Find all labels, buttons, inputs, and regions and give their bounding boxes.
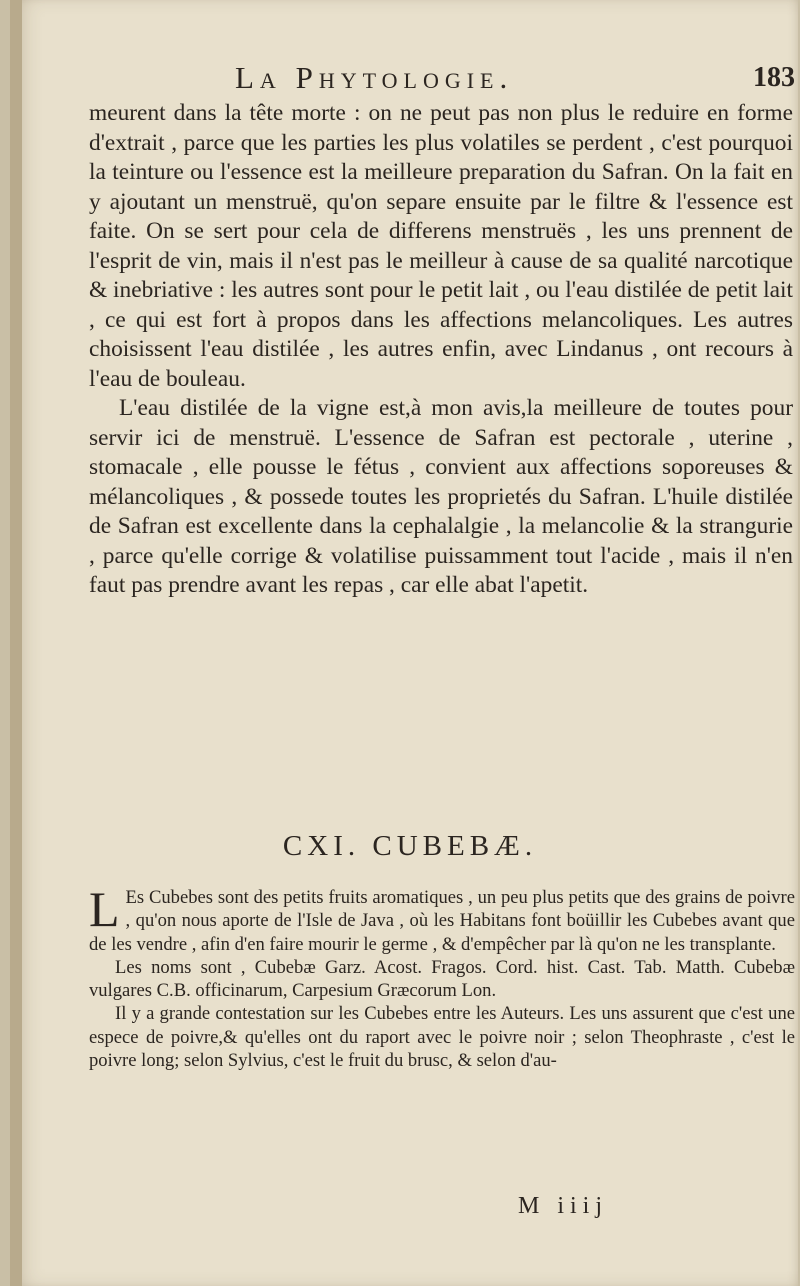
page-gutter <box>10 0 22 1286</box>
section-heading: CXI. CUBEBÆ. <box>282 830 538 862</box>
book-page <box>10 0 798 1286</box>
paragraph: Il y a grande contestation sur les Cubebes entre les Auteurs. Les uns assurent que c'est une espece de poivre,& qu'elles ont du raport avec le poivre noir ; selon Theophraste , c'est le poivre long; selon Sylvius, c'est le fruit du brusc, & selon d'au- <box>89 1003 795 1072</box>
paragraph: L'eau distilée de la vigne est,à mon avis,la meilleure de toutes pour servir ici de menstruë. L'essence de Safran est pectorale , uterine , stomacale , elle pousse le fétus , convient aux affections soporeuses & mélancoliques , & possede toutes les proprietés du Safran. L'huile distilée de Safran est excellente dans la cephalalgie , la melancolie & la strangurie , parce qu'elle corrige & volatilise puissamment tout l'acide , mais il n'en faut pas prendre avant les repas , car elle abat l'apetit. <box>89 395 793 598</box>
paragraph: Les noms sont , Cubebæ Garz. Acost. Fragos. Cord. hist. Cast. Tab. Matth. Cubebæ vulgares C.B. officinarum, Carpesium Græcorum Lon. <box>89 956 795 1002</box>
paragraph-text: Es Cubebes sont des petits fruits aromatiques , un peu plus petits que des grains de poivre , qu'on nous aporte de l'Isle de Java , où les Habitans font boüillir les Cubebes avant que de les vendre , afin d'en faire mourir le germe , & d'empêcher par là qu'on ne les transplante. <box>89 887 795 955</box>
signature-mark: M iiij <box>518 1193 609 1219</box>
running-title: La Phytologie. <box>235 60 514 95</box>
main-text <box>89 99 793 601</box>
paragraph <box>89 881 795 956</box>
paragraph: meurent dans la tête morte : on ne peut pas non plus le reduire en forme d'extrait , parce que les parties les plus volatiles se perdent , c'est pourquoi la teinture ou l'essence est la meilleure preparation du Safran. On la fait en y ajoutant un menstruë, qu'on separe ensuite par le filtre & l'essence est faite. On se sert pour cela de differens menstruës , les uns prennent de l'esprit de vin, mais il n'est pas le meilleur à cause de sa qualité narcotique & inebriative : les autres sont pour le petit lait , ou l'eau distilée de petit lait , ce qui est fort à propos dans les affections melancoliques. Les autres choisissent l'eau distilée , les autres enfin, avec Lindanus , ont recours à l'eau de bouleau. <box>89 100 793 392</box>
page-number: 183 <box>753 62 795 93</box>
running-header <box>105 60 795 98</box>
section-text <box>89 881 795 1072</box>
drop-cap: L <box>89 881 120 937</box>
